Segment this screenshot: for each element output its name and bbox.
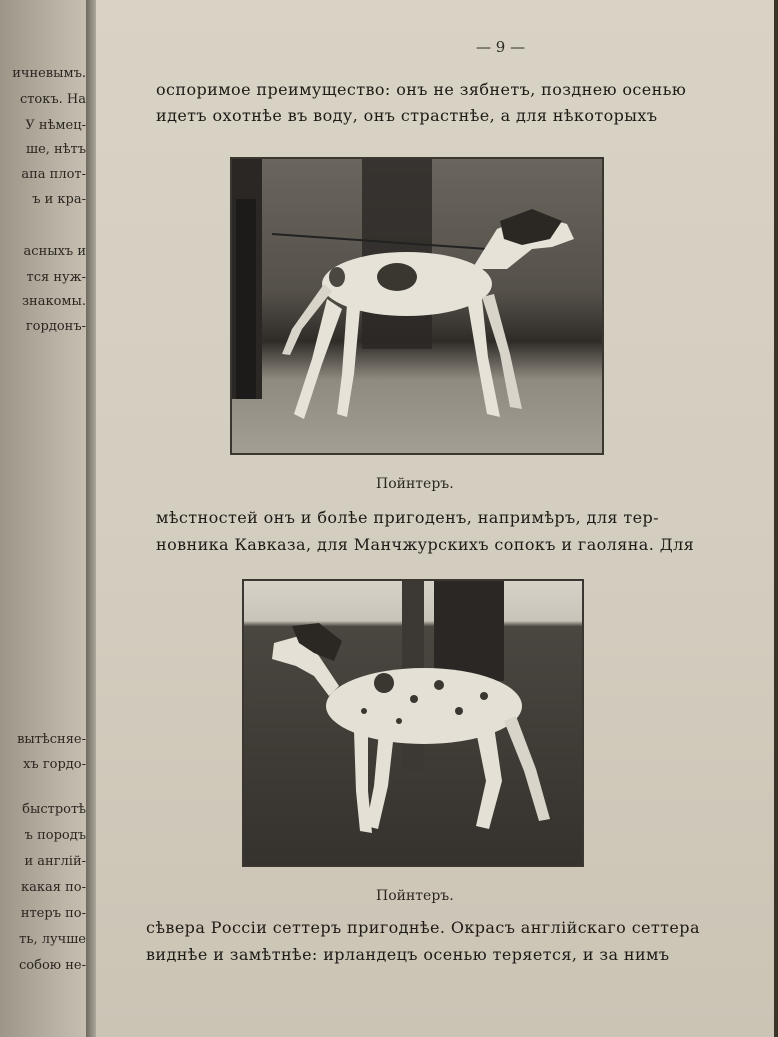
body-text-line: мѣстностей онъ и болѣе пригоденъ, напримѣръ, для тер- xyxy=(156,508,659,527)
left-page-fragment: и англій- xyxy=(24,854,86,869)
body-text-line: оспоримое преимущество: онъ не зябнетъ, позднею осенью xyxy=(156,80,687,99)
left-page-fragment: вытѣсняе- xyxy=(17,732,86,747)
left-page-fragment: ше, нѣтъ xyxy=(25,142,86,157)
page-number: — 9 — xyxy=(476,38,526,56)
left-page-fragment: гордонъ- xyxy=(25,319,86,334)
body-text-line: новника Кавказа, для Манчжурскихъ сопокъ и гаоляна. Для xyxy=(156,535,695,554)
left-page-fragment: собою не- xyxy=(19,958,86,973)
left-page-fragment: ъ и кра- xyxy=(32,192,86,207)
left-page-fragment: какая по- xyxy=(21,880,86,895)
left-page-fragment: хъ гордо- xyxy=(23,757,86,772)
left-page-fragment: У нѣмец- xyxy=(25,118,86,133)
left-page-fragment: ъ породъ xyxy=(24,828,86,843)
body-text-line: идетъ охотнѣе въ воду, онъ страстнѣе, а для нѣкоторыхъ xyxy=(156,106,658,125)
left-page-fragment: ть, лучше xyxy=(19,932,86,947)
body-text-line: сѣвера Россіи сеттеръ пригоднѣе. Окрасъ англійскаго сеттера xyxy=(146,918,700,937)
left-page-fragment: стокъ. На xyxy=(19,92,86,107)
left-page-fragment: быстротѣ xyxy=(22,802,86,817)
pointer-photo-1 xyxy=(230,157,604,455)
left-page-fragment: ичневымъ. xyxy=(12,66,86,81)
left-page-fragment: тся нуж- xyxy=(26,270,86,285)
left-page-fragment: нтеръ по- xyxy=(20,906,86,921)
pointer-dog-image xyxy=(232,159,602,453)
book-page xyxy=(96,0,774,1037)
left-page-fragment: апа плот- xyxy=(21,167,86,182)
photo-caption: Пойнтеръ. xyxy=(376,888,454,904)
photo-caption: Пойнтеръ. xyxy=(376,476,454,492)
left-page-fragment: знакомы. xyxy=(21,294,86,309)
left-page xyxy=(0,0,92,1037)
pointer-photo-2 xyxy=(242,579,584,867)
body-text-line: виднѣе и замѣтнѣе: ирландецъ осенью теряется, и за нимъ xyxy=(146,945,670,964)
pointer-dog-image xyxy=(244,581,582,865)
left-page-fragment: асныхъ и xyxy=(23,244,86,259)
